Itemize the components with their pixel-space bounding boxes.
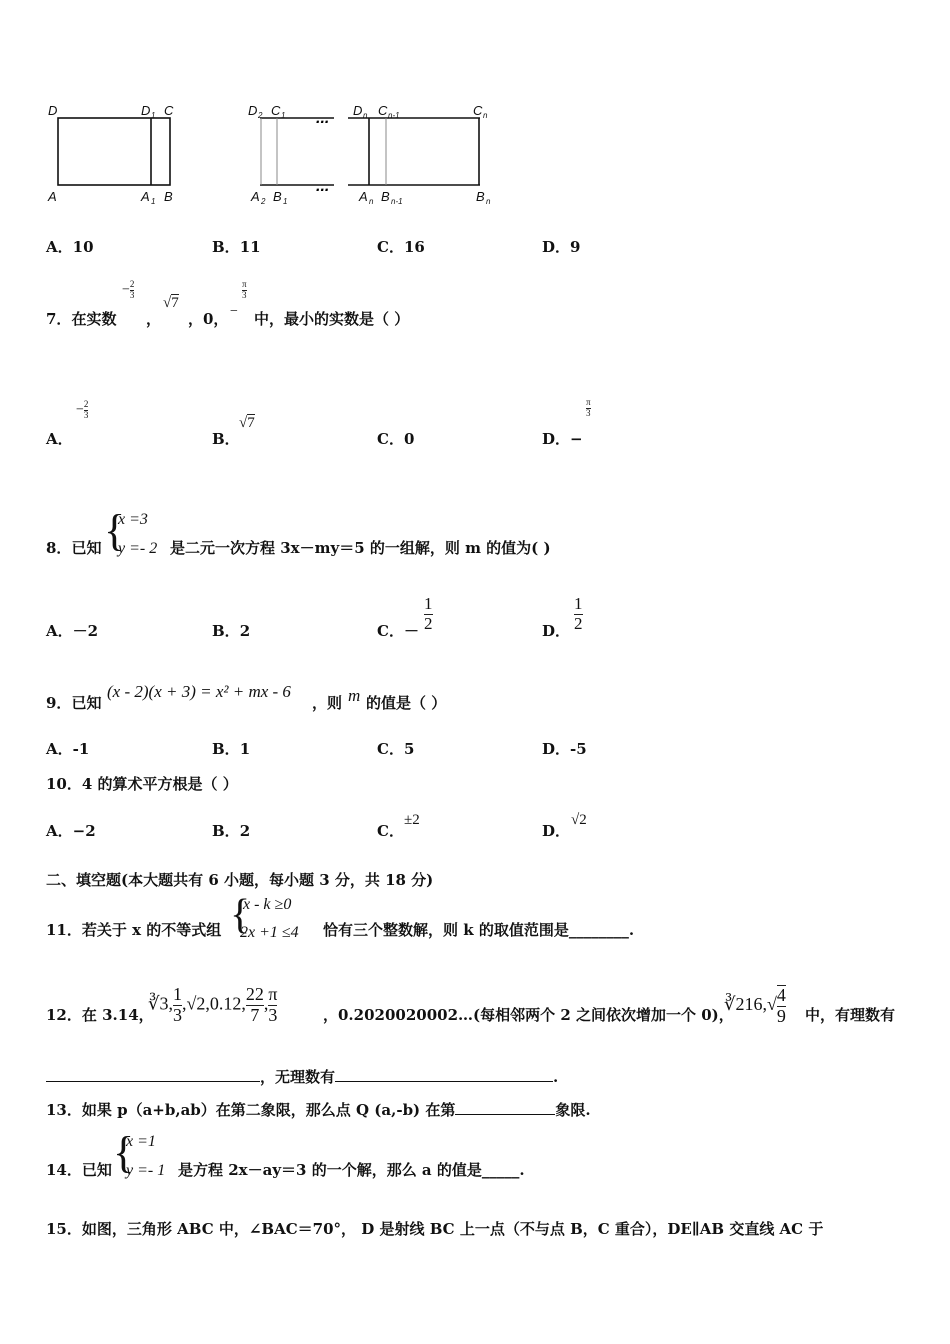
q14-brace: { xyxy=(113,1128,135,1177)
q12-mid: ，0.2020020002…(每相邻两个 2 之间依次增加一个 0)， xyxy=(323,1006,734,1024)
svg-text:n: n xyxy=(363,111,368,120)
q8-system-line2: y =- 2 xyxy=(118,540,158,557)
ellipsis-bottom: ... xyxy=(316,178,330,195)
svg-text:n-1: n-1 xyxy=(388,111,400,120)
q10-option-d-value: √2 xyxy=(571,812,587,828)
q7-mid: ，0， xyxy=(188,310,229,328)
q7-option-b[interactable]: B． xyxy=(212,430,240,448)
q12-number-list: ∛3, $\frac{1}{3}$ ,√2,0.12, $\frac{22}{7}$ , $\frac{\pi}{3}$ xyxy=(148,984,278,1025)
q8-option-b[interactable]: B．2 xyxy=(212,622,251,640)
q11-lead: 11．若关于 x 的不等式组 xyxy=(46,921,222,939)
q10-option-a[interactable]: A．−2 xyxy=(46,822,96,840)
q9-option-d[interactable]: D．-5 xyxy=(542,740,587,758)
q12-roots: ∛216,√ $\frac{4}{9}$ xyxy=(724,985,786,1026)
rect-1 xyxy=(58,118,170,185)
label-A2: A xyxy=(251,189,260,204)
svg-text:1: 1 xyxy=(281,111,286,120)
q15-stem: 15．如图，三角形 ABC 中，∠BAC＝70°， D 是射线 BC 上一点（不与点 B，C 重合），DE∥AB 交直线 AC 于 xyxy=(46,1220,824,1238)
q7-stem: 7．在实数 xyxy=(46,310,117,328)
q8-option-a[interactable]: A．－2 xyxy=(46,622,99,640)
q14-system-line1: x =1 xyxy=(126,1133,156,1150)
q7-option-d[interactable]: D．− xyxy=(542,430,583,448)
q8-option-d-frac: $\frac{1}{2}$ xyxy=(574,594,583,633)
q8-stem: 是二元一次方程 3x－my＝5 的一组解，则 m 的值为( ) xyxy=(170,539,551,557)
svg-text:2: 2 xyxy=(261,197,266,206)
q9-var-m: m xyxy=(348,686,361,705)
svg-text:n: n xyxy=(486,197,491,206)
q9-option-b[interactable]: B．1 xyxy=(212,740,251,758)
section-heading: 二、填空题(本大题共有 6 小题，每小题 3 分，共 18 分) xyxy=(46,871,434,889)
q12-lead: 12．在 3.14， xyxy=(46,1006,154,1024)
q9-option-a[interactable]: A．-1 xyxy=(46,740,90,758)
label-B1: B xyxy=(273,189,282,204)
svg-text:1: 1 xyxy=(151,197,156,206)
q7-neg-two-thirds: − $\frac{2}{3}$ xyxy=(122,279,135,300)
q8-lead: 8．已知 xyxy=(46,539,102,557)
label-C: C xyxy=(164,103,174,118)
q9-expression: (x - 2)(x + 3) = x² + mx - 6 xyxy=(107,682,291,701)
q10-stem: 10．4 的算术平方根是（ ） xyxy=(46,775,238,793)
label-D: D xyxy=(48,103,58,118)
q11-tail: 恰有三个整数解，则 k 的取值范围是________. xyxy=(323,921,635,939)
q10-option-b[interactable]: B．2 xyxy=(212,822,251,840)
q12-line2: ，无理数有 . xyxy=(46,1066,558,1087)
q12-blank-rational[interactable] xyxy=(46,1067,260,1082)
q7-option-b-sqrt7: √7 xyxy=(239,415,255,431)
q7-sep: ， xyxy=(146,310,162,328)
svg-text:1: 1 xyxy=(283,197,288,206)
ellipsis-top: ... xyxy=(316,110,330,127)
label-Cn: C xyxy=(473,103,483,118)
label-An: A xyxy=(359,189,368,204)
q7-sqrt7: √7 xyxy=(163,295,179,311)
q6-option-c[interactable]: C．16 xyxy=(377,238,425,256)
q10-option-c[interactable]: C． xyxy=(377,822,404,840)
label-A1: A xyxy=(141,189,150,204)
q9-mid: ，则 xyxy=(312,694,343,712)
q6-option-a[interactable]: A．10 xyxy=(46,238,94,256)
q12-tail: 中，有理数有 xyxy=(805,1006,896,1024)
q13-blank[interactable] xyxy=(455,1100,555,1115)
label-Bn-1: B xyxy=(381,189,390,204)
q7-tail: 中，最小的实数是（ ） xyxy=(254,310,410,328)
q7-option-a-frac: − $\frac{2}{3}$ xyxy=(76,399,89,420)
q9-option-c[interactable]: C．5 xyxy=(377,740,415,758)
q11-brace: { xyxy=(230,892,251,938)
q11-system-line2: 2x +1 ≤4 xyxy=(240,924,299,941)
q7-option-c[interactable]: C．0 xyxy=(377,430,415,448)
q8-brace: { xyxy=(104,506,126,555)
svg-text:n: n xyxy=(369,197,374,206)
q8-option-c-frac: $\frac{1}{2}$ xyxy=(424,594,433,633)
q8-option-d[interactable]: D． xyxy=(542,622,571,640)
svg-text:n: n xyxy=(483,111,488,120)
label-C1: C xyxy=(271,103,281,118)
q8-option-c[interactable]: C．－ xyxy=(377,622,419,640)
q6-option-b[interactable]: B．11 xyxy=(212,238,261,256)
svg-text:1: 1 xyxy=(151,111,156,120)
label-D1: D xyxy=(141,103,151,118)
svg-text:2: 2 xyxy=(258,111,263,120)
q10-option-d[interactable]: D． xyxy=(542,822,571,840)
label-Cn-1: C xyxy=(378,103,388,118)
q7-neg-pi-thirds: − $\frac{\pi}{3}$ xyxy=(230,279,247,319)
q6-option-d[interactable]: D．9 xyxy=(542,238,581,256)
q12-blank-irrational[interactable] xyxy=(335,1067,553,1082)
q9-lead: 9．已知 xyxy=(46,694,102,712)
label-D2: D xyxy=(248,103,258,118)
q13-stem: 13．如果 p（a+b,ab）在第二象限，那么点 Q (a,-b) 在第 象限. xyxy=(46,1101,591,1119)
q14-tail: 是方程 2x－ay＝3 的一个解，那么 a 的值是_____. xyxy=(178,1161,525,1179)
q14-lead: 14．已知 xyxy=(46,1161,112,1179)
q7-option-a[interactable]: A． xyxy=(46,430,73,448)
label-Bn: B xyxy=(476,189,485,204)
label-A: A xyxy=(48,189,57,204)
rectangle-sequence-figure xyxy=(40,95,510,215)
q14-system-line2: y =- 1 xyxy=(126,1162,166,1179)
q11-system-line1: x - k ≥0 xyxy=(243,896,292,913)
q7-option-d-frac: $\frac{\pi}{3}$ xyxy=(586,397,591,418)
label-B: B xyxy=(164,189,173,204)
label-Dn: D xyxy=(353,103,363,118)
q9-tail: 的值是（ ） xyxy=(366,694,447,712)
q8-system-line1: x =3 xyxy=(118,511,148,528)
q10-option-c-value: ±2 xyxy=(404,812,420,828)
svg-text:n-1: n-1 xyxy=(391,197,403,206)
